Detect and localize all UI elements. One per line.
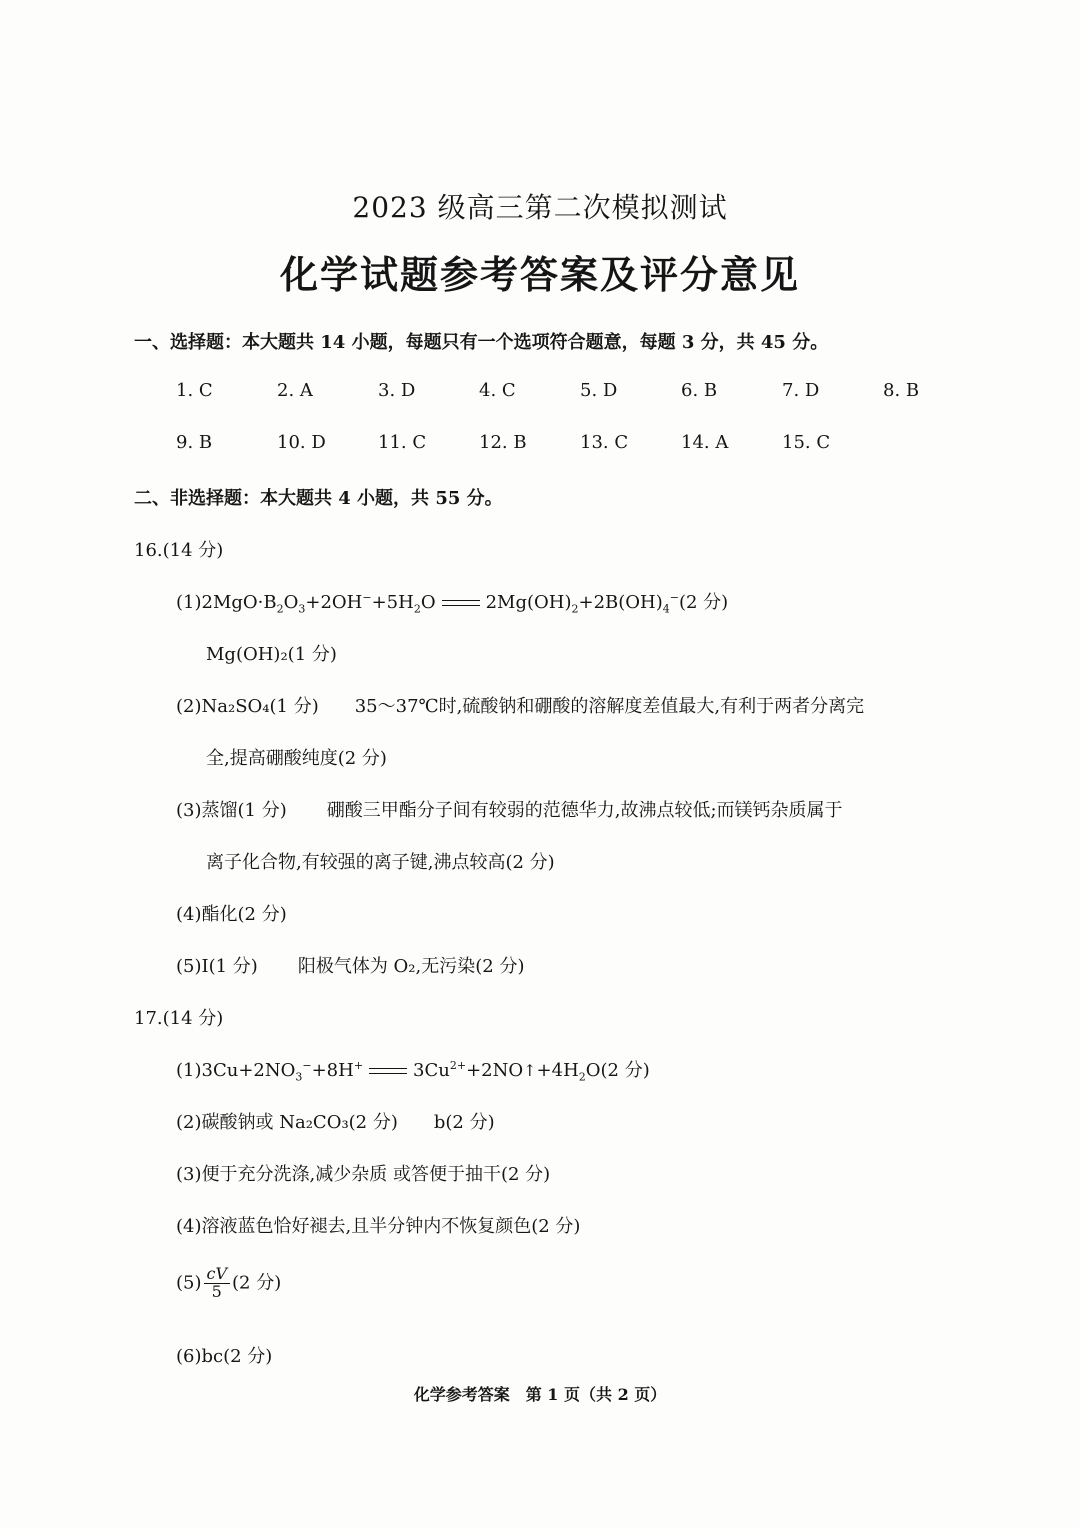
answer-item: 13. C	[580, 432, 629, 453]
q17-part1-score: (2 分)	[600, 1060, 650, 1081]
answer-item: 7. D	[782, 380, 820, 401]
question-16-heading: 16.(14 分)	[134, 540, 224, 561]
answer-item: 10. D	[277, 432, 326, 453]
fraction-numerator: cV	[204, 1266, 231, 1284]
answer-item: 12. B	[479, 432, 527, 453]
exam-title: 2023 级高三第二次模拟测试	[352, 191, 728, 224]
q16-part3-line2: 离子化合物,有较强的离子键,沸点较高(2 分)	[206, 852, 555, 873]
answer-item: 5. D	[580, 380, 618, 401]
answer-item: 9. B	[176, 432, 213, 453]
q16-part5-reason: 阳极气体为 O₂,无污染(2 分)	[297, 956, 525, 977]
question-17-heading: 17.(14 分)	[134, 1008, 224, 1029]
answer-item: 6. B	[681, 380, 718, 401]
q17-part2	[176, 1108, 495, 1134]
equals-sign-icon	[442, 600, 480, 606]
q17-part3: (3)便于充分洗涤,减少杂质 或答便于抽干(2 分)	[176, 1164, 551, 1185]
answer-item: 11. C	[378, 432, 427, 453]
fraction	[204, 1266, 231, 1301]
q16-part3-reason: 硼酸三甲酯分子间有较弱的范德华力,故沸点较低;而镁钙杂质属于	[326, 800, 843, 821]
answer-item: 8. B	[883, 380, 920, 401]
section-2-heading: 二、非选择题：本大题共 4 小题，共 55 分。	[134, 488, 503, 509]
q16-part4: (4)酯化(2 分)	[176, 904, 287, 925]
q17-part5-label: (5)	[176, 1272, 202, 1294]
q16-part2	[176, 692, 864, 718]
q17-part4: (4)溶液蓝色恰好褪去,且半分钟内不恢复颜色(2 分)	[176, 1216, 581, 1237]
section-1-heading: 一、选择题：本大题共 14 小题，每题只有一个选项符合题意，每题 3 分，共 45 分。	[134, 332, 829, 353]
q16-part1-score: (2 分)	[678, 592, 729, 613]
answer-item: 3. D	[378, 380, 416, 401]
q16-part3-answer: (3)蒸馏(1 分)	[176, 800, 287, 821]
answer-item: 2. A	[277, 380, 313, 401]
q16-part2-line2: 全,提高硼酸纯度(2 分)	[206, 748, 387, 769]
q16-part1-equation: $(1)2MgO\cdot B_2O_3+2OH^-+5H_2O$ $2Mg(OH)_2+2B(OH)_4^-(2$ 分)	[176, 591, 729, 616]
answer-item: 15. C	[782, 432, 831, 453]
answer-item: 14. A	[681, 432, 729, 453]
answer-item: 1. C	[176, 380, 213, 401]
q16-part2-reason: 35～37℃时,硫酸钠和硼酸的溶解度差值最大,有利于两者分离完	[354, 696, 865, 717]
q16-part5-answer: (5)I(1 分)	[176, 956, 258, 977]
q17-part1-equation: $(1)3Cu+2NO_3^-+8H^+$ $3Cu^{2+}+2NO↑+4H_2O(2$ 分)	[176, 1059, 650, 1084]
q17-part2-answer: (2)碳酸钠或 Na₂CO₃(2 分)	[176, 1112, 398, 1133]
fraction-denominator: 5	[211, 1281, 222, 1301]
q16-part1-line2: Mg(OH)₂(1 分)	[206, 644, 337, 665]
q16-part5	[176, 952, 524, 978]
page-title: 化学试题参考答案及评分意见	[279, 252, 800, 297]
q17-part2-answer-b: b(2 分)	[433, 1112, 495, 1133]
q17-part5	[176, 1266, 281, 1301]
page-footer: 化学参考答案 第 1 页（共 2 页）	[413, 1385, 667, 1404]
q17-part5-score: (2 分)	[232, 1272, 282, 1294]
q16-part3	[176, 796, 843, 822]
q17-part6: (6)bc(2 分)	[176, 1346, 273, 1367]
gas-up-arrow-icon: ↑	[523, 1061, 537, 1080]
equals-sign-icon	[369, 1068, 407, 1074]
q16-part2-answer: (2)Na₂SO₄(1 分)	[176, 696, 319, 717]
answer-item: 4. C	[479, 380, 516, 401]
